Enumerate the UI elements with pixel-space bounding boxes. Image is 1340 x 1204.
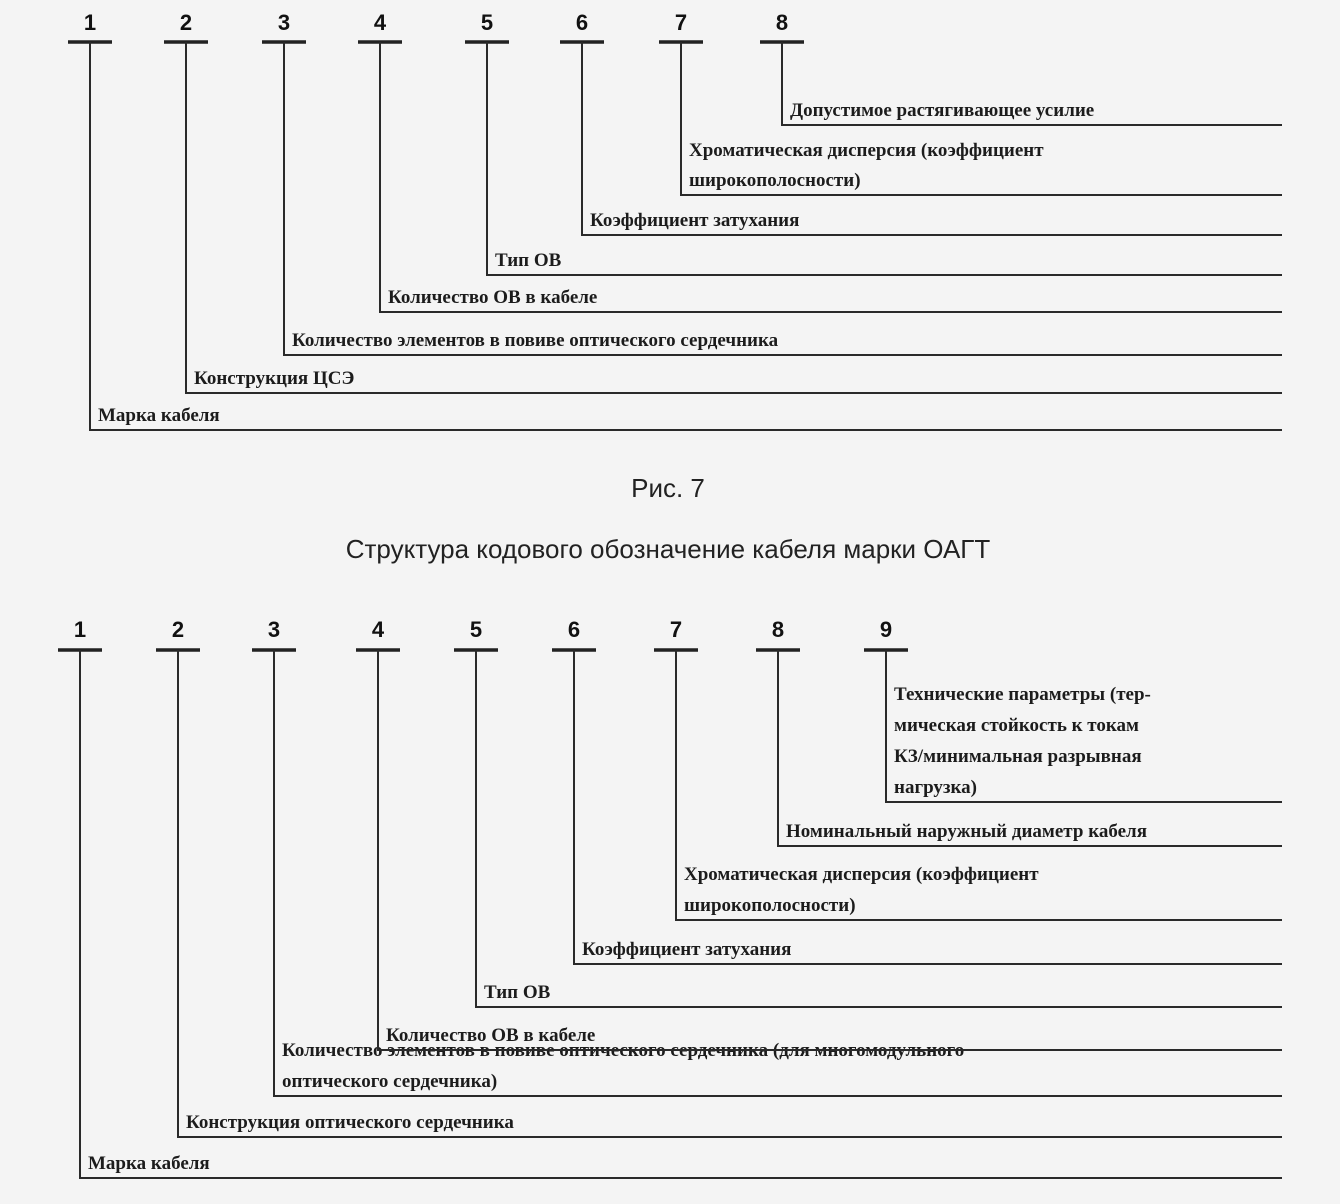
d1-index-5: 5 — [480, 10, 494, 35]
d2-index-4: 4 — [371, 617, 385, 642]
d1-index-8: 8 — [775, 10, 789, 35]
d2-label-7-line-2: широкополосности) — [684, 895, 856, 916]
d1-label-6: Коэффициент затухания — [590, 210, 800, 231]
d2-label-9-line-2: мическая стойкость к токам — [894, 715, 1139, 736]
d1-label-5: Тип ОВ — [495, 250, 562, 271]
d1-index-3: 3 — [277, 10, 291, 35]
d1-index-1: 1 — [83, 10, 97, 35]
d2-index-1: 1 — [73, 617, 87, 642]
d1-label-7-line-1: Хроматическая дисперсия (коэффициент — [689, 140, 1044, 161]
d2-index-8: 8 — [771, 617, 785, 642]
d2-label-9-line-1: Технические параметры (тер- — [894, 684, 1151, 705]
d2-index-2: 2 — [171, 617, 185, 642]
d1-label-4: Количество ОВ в кабеле — [388, 287, 598, 308]
d1-label-8: Допустимое растягивающее усилие — [790, 100, 1095, 121]
d2-label-4: Количество ОВ в кабеле — [386, 1025, 596, 1046]
d1-label-1: Марка кабеля — [98, 405, 220, 426]
d2-label-2: Конструкция оптического сердечника — [186, 1112, 514, 1133]
d1-label-3: Количество элементов в повиве оптического сердечника — [292, 330, 779, 351]
d2-index-3: 3 — [267, 617, 281, 642]
diagram-2-title: Структура кодового обозначение кабеля марки ОАГТ — [345, 534, 991, 564]
d2-label-1: Марка кабеля — [88, 1153, 210, 1174]
d2-label-7-line-1: Хроматическая дисперсия (коэффициент — [684, 864, 1039, 885]
d1-index-4: 4 — [373, 10, 387, 35]
d2-index-5: 5 — [469, 617, 483, 642]
d1-label-7-line-2: широкополосности) — [689, 170, 861, 191]
d2-label-3-line-2: оптического сердечника) — [282, 1071, 498, 1092]
d2-label-9-line-4: нагрузка) — [894, 777, 978, 798]
d2-index-9: 9 — [879, 617, 893, 642]
d2-label-9-line-3: КЗ/минимальная разрывная — [894, 746, 1142, 767]
d2-label-6: Коэффициент затухания — [582, 939, 792, 960]
d1-label-2: Конструкция ЦСЭ — [194, 368, 355, 389]
d2-label-8: Номинальный наружный диаметр кабеля — [786, 821, 1147, 842]
d1-index-7: 7 — [674, 10, 688, 35]
figure-caption: Рис. 7 — [631, 473, 705, 503]
d1-index-6: 6 — [575, 10, 589, 35]
d2-label-5: Тип ОВ — [484, 982, 551, 1003]
d2-index-7: 7 — [669, 617, 683, 642]
d2-label-3-line-1: Количество элементов в повиве оптического сердечника (для многомодульного — [282, 1040, 965, 1061]
d1-index-2: 2 — [179, 10, 193, 35]
d2-index-6: 6 — [567, 617, 581, 642]
